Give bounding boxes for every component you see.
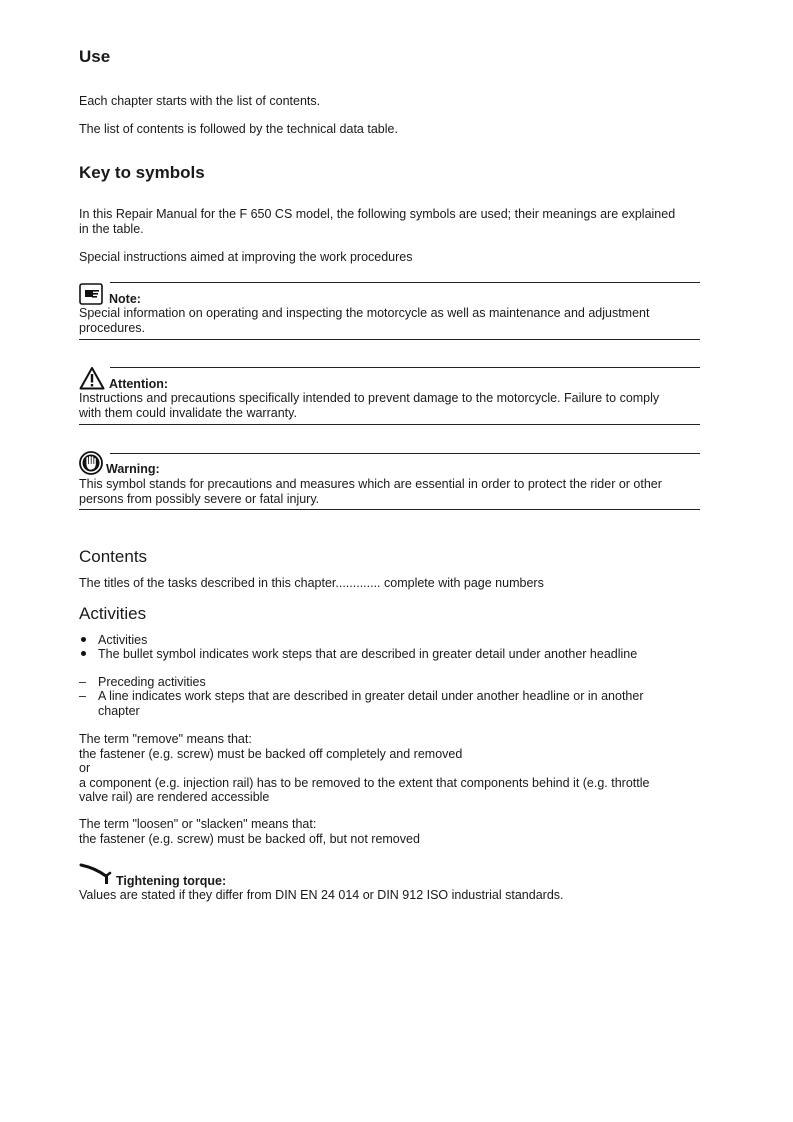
warning-text [79, 477, 709, 506]
remove-line-1: The term "remove" means that: [79, 732, 252, 746]
torque-text: Values are stated if they differ from DIN EN 24 014 or DIN 912 ISO industrial standards. [79, 888, 564, 902]
loosen-line-1: The term "loosen" or "slacken" means that: [79, 817, 317, 831]
warning-text-line-1: This symbol stands for precautions and measures which are essential in order to protect the rider or other [79, 477, 662, 491]
note-text [79, 306, 709, 335]
warning-text-line-2: persons from possibly severe or fatal injury. [79, 491, 320, 506]
special-instructions: Special instructions aimed at improving the work procedures [79, 250, 413, 264]
attention-bottom-rule [79, 424, 700, 425]
dash-marker-2: – [79, 689, 86, 703]
remove-line-3: or [79, 761, 91, 775]
dash-item-2-line-2: chapter [98, 703, 140, 718]
warning-triangle-icon [79, 366, 105, 390]
contents-text: The titles of the tasks described in this chapter............. complete with page numbers [79, 576, 544, 590]
note-text-line-1: Special information on operating and inspecting the motorcycle as well as maintenance and adjustment [79, 306, 650, 320]
warning-bottom-rule [79, 509, 700, 510]
use-heading: Use [79, 47, 111, 66]
loosen-line-2: the fastener (e.g. screw) must be backed off, but not removed [79, 831, 420, 846]
warning-top-rule [110, 453, 700, 454]
bullet-item-1: Activities [98, 633, 148, 647]
bullet-2 [81, 651, 86, 656]
torque-wrench-icon [79, 862, 113, 886]
note-hand-icon [79, 283, 103, 305]
remove-line-5: valve rail) are rendered accessible [79, 790, 270, 804]
attention-text-line-2: with them could invalidate the warranty. [79, 405, 297, 420]
dash-item-1: Preceding activities [98, 675, 206, 689]
note-label: Note: [109, 292, 141, 306]
use-paragraph-2: The list of contents is followed by the technical data table. [79, 122, 398, 136]
remove-line-2: the fastener (e.g. screw) must be backed off completely and removed [79, 746, 463, 761]
use-paragraph-1: Each chapter starts with the list of contents. [79, 94, 321, 108]
attention-text [79, 391, 709, 420]
loosen-definition [79, 817, 709, 846]
bullet-1 [81, 637, 86, 642]
activities-heading: Activities [79, 604, 147, 623]
note-top-rule [110, 282, 700, 283]
note-text-line-2: procedures. [79, 320, 146, 335]
note-bottom-rule [79, 339, 700, 340]
bullet-item-2: The bullet symbol indicates work steps that are described in greater detail under another headline [98, 647, 638, 661]
remove-definition [79, 732, 709, 805]
remove-line-4: a component (e.g. injection rail) has to be removed to the extent that components behind it (e.g. throttle [79, 775, 650, 790]
dash-item-2 [98, 689, 708, 718]
dash-item-2-line-1: A line indicates work steps that are described in greater detail under another headline or in another [98, 689, 644, 703]
stop-hand-icon [79, 451, 103, 475]
warning-label: Warning: [106, 462, 160, 476]
key-intro-line-1: In this Repair Manual for the F 650 CS model, the following symbols are used; their meanings are explained [79, 207, 676, 221]
key-intro-line-2: in the table. [79, 221, 144, 236]
key-heading: Key to symbols [79, 163, 205, 182]
attention-label: Attention: [109, 377, 169, 391]
torque-label: Tightening torque: [116, 874, 227, 888]
key-intro [79, 207, 709, 236]
dash-marker-1: – [79, 675, 86, 689]
attention-top-rule [110, 367, 700, 368]
attention-text-line-1: Instructions and precautions specifically intended to prevent damage to the motorcycle. Failure to comply [79, 391, 660, 405]
contents-heading: Contents [79, 547, 148, 566]
